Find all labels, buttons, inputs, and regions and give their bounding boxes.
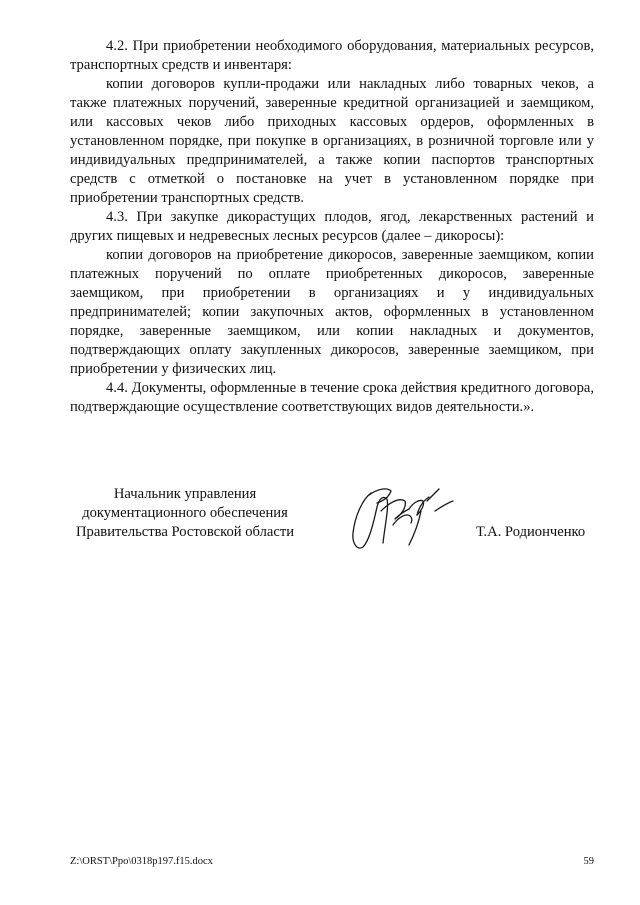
signatory-name: Т.А. Родионченко: [476, 524, 586, 540]
paragraph-4-4: 4.4. Документы, оформленные в течение срока действия кредитного договора, подтверждающие осуществление соответствующих видов деятельности.».: [70, 380, 594, 415]
signatory-position: [70, 485, 300, 542]
signature-block: [0, 485, 640, 565]
paragraph-4-2-content: копии договоров купли-продажи или накладных либо товарных чеков, а также платежных поручений, заверенные кредитной организацией и заемщиком, или кассовых чеков либо приходных кассовых ордеров, оформленных в установленном порядке, при покупке в организациях, в розничной торговле или у индивидуальных предпринимателей, а также копии паспортов транспортных средств с отметкой о постановке на учет в установленном порядке при приобретении транспортных средств.: [70, 76, 594, 206]
paragraph-4-2: 4.2. При приобретении необходимого оборудования, материальных ресурсов, транспортных средств и инвентаря:: [70, 38, 594, 73]
signatory-position-line: Правительства Ростовской области: [75, 524, 295, 540]
signatory-position-line: документационного обеспечения: [82, 505, 288, 521]
document-body: [70, 37, 594, 417]
handwritten-signature: [343, 485, 455, 560]
paragraph-4-3: 4.3. При закупке дикорастущих плодов, ягод, лекарственных растений и других пищевых и недревесных лесных ресурсов (далее – дикоросы):: [70, 209, 594, 244]
paragraph-4-3-content: копии договоров на приобретение дикоросов, заверенные заемщиком, копии платежных поручений по оплате приобретенных дикоросов, заверенные заемщиком, при приобретении в организациях и у индивидуальных предпринимателей; копии закупочных актов, оформленных в установленном порядке, заверенные заемщиком, или копии накладных и документов, подтверждающих оплату закупленных дикоросов, заверенные заемщиком, при приобретении у физических лиц.: [70, 247, 594, 377]
footer-file-path: Z:\ORST\Ppo\0318p197.f15.docx: [70, 856, 213, 867]
signatory-position-line: Начальник управления: [113, 486, 257, 502]
page-number: 59: [583, 856, 594, 867]
